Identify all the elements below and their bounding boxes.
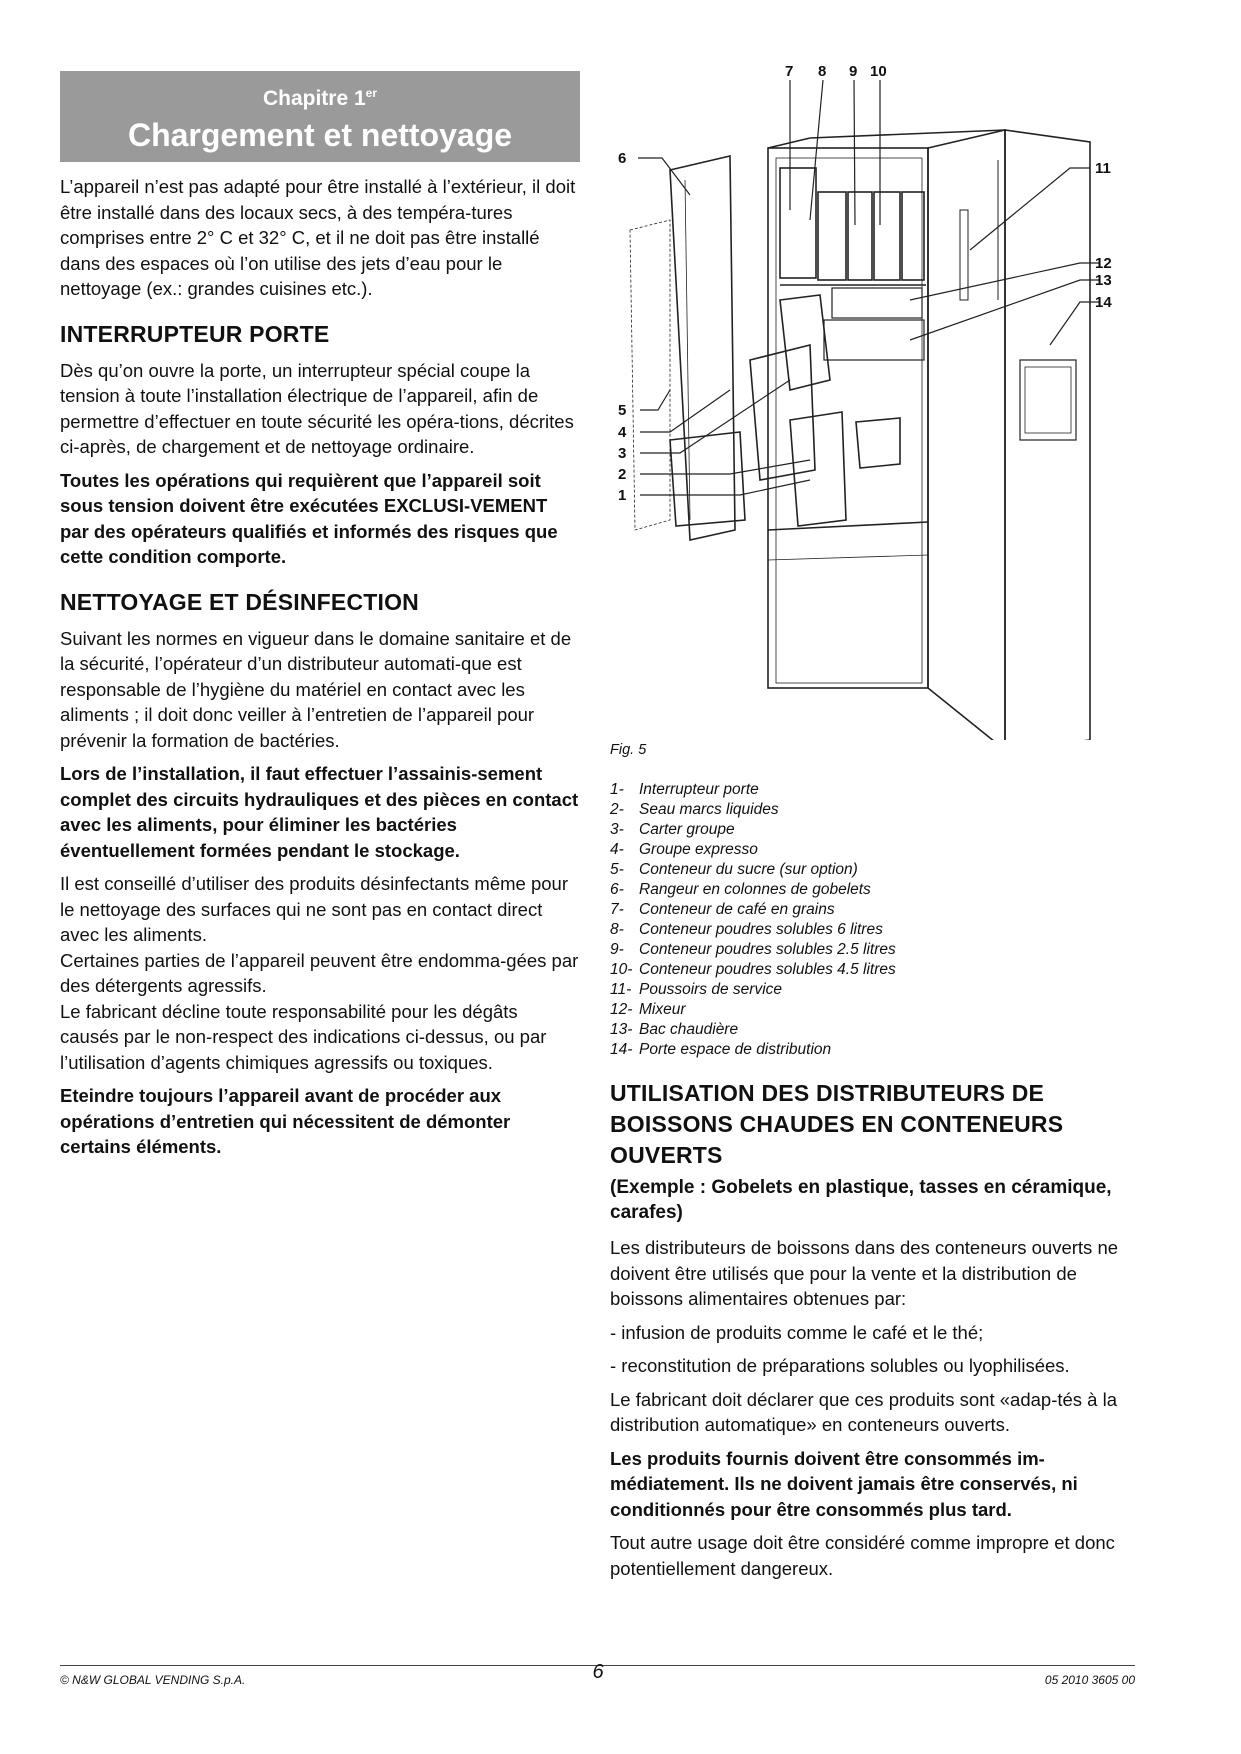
callout-14: 14 (1095, 294, 1112, 311)
callout-1: 1 (618, 487, 627, 504)
paragraph-utilisation-3: - reconstitution de préparations solubles ou lyophilisées. (610, 1355, 1070, 1376)
heading-interrupteur: INTERRUPTEUR PORTE (60, 320, 330, 347)
callout-8: 8 (818, 63, 827, 80)
callout-10: 10 (870, 63, 887, 80)
callout-13: 13 (1095, 272, 1112, 289)
vending-machine-diagram (610, 60, 1135, 740)
legend-item: 10- Conteneur poudres solubles 4.5 litres (610, 961, 896, 978)
right-column (610, 60, 1135, 1589)
paragraph-utilisation-warning: Les produits fournis doivent être consommés im-médiatement. Ils ne doivent jamais être conservés, ni conditionnés pour être consommés plus tard. (610, 1447, 1078, 1520)
callout-4: 4 (618, 424, 627, 441)
door-outline (928, 130, 1005, 740)
paragraph-utilisation-5: Tout autre usage doit être considéré comme impropre et donc potentiellement dangereux. (610, 1532, 1115, 1579)
footer-document-code: 05 2010 3605 00 (1044, 1673, 1135, 1687)
figure-legend (610, 780, 1135, 1060)
subheading-exemple: (Exemple : Gobelets en plastique, tasses en céramique, carafes) (610, 1177, 1112, 1223)
machine-figure (610, 60, 1135, 740)
legend-item: 9- Conteneur poudres solubles 2.5 litres (610, 941, 896, 958)
heading-utilisation: UTILISATION DES DISTRIBUTEURS DE BOISSONS CHAUDES EN CONTENEURS OUVERTS (610, 1080, 1064, 1168)
chapter-label: Chapitre 1er (262, 86, 378, 110)
callout-7: 7 (785, 63, 794, 80)
legend-item: 11- Poussoirs de service (610, 981, 783, 998)
page-number: 6 (592, 1661, 604, 1683)
paragraph-nettoyage-1: Suivant les normes en vigueur dans le domaine sanitaire et de la sécurité, l’opérateur d’un distributeur automati-que est responsable de l’hygiène du matériel en contact avec les aliments ; il doit donc veiller à l’entretien de l’appareil pour prévenir la formation de bactéries. (60, 627, 572, 751)
paragraph-utilisation-2: - infusion de produits comme le café et le thé; (610, 1321, 984, 1343)
paragraph-utilisation-4: Le fabricant doit déclarer que ces produits sont «adap-tés à la distribution automatique» en conteneurs ouverts. (610, 1388, 1118, 1435)
paragraph-interrupteur: Dès qu’on ouvre la porte, un interrupteur spécial coupe la tension à toute l’installation électrique de l’appareil, afin de permettre d’effectuer en toute sécurité les opéra-tions, décrites ci-après, de chargement et de nettoyage ordinaire. (60, 359, 574, 457)
callout-11: 11 (1095, 160, 1111, 177)
legend-item: 2- Seau marcs liquides (610, 801, 779, 818)
legend-item: 8- Conteneur poudres solubles 6 litres (610, 921, 883, 938)
callout-5: 5 (618, 402, 627, 419)
paragraph-utilisation-1: Les distributeurs de boissons dans des conteneurs ouverts ne doivent être utilisés que pour la vente et la distribution de boissons alimentaires obtenues par: (610, 1237, 1119, 1309)
coffee-bean-canister (780, 168, 816, 278)
paragraph-nettoyage-warning: Lors de l’installation, il faut effectuer l’assainis-sement complet des circuits hydrauliques et des pièces en contact avec les aliments, pour éliminer les bactéries éventuellement formées pendant le stockage. (60, 763, 579, 861)
legend-item: 12- Mixeur (610, 1001, 686, 1018)
legend-item: 13- Bac chaudière (610, 1021, 739, 1038)
door-window (1020, 360, 1076, 440)
paragraph-eteindre-warning: Eteindre toujours l’appareil avant de procéder aux opérations d’entretien qui nécessitent de démonter certains éléments. (60, 1085, 511, 1157)
heading-nettoyage: NETTOYAGE ET DÉSINFECTION (60, 588, 419, 615)
callout-3: 3 (618, 445, 627, 462)
figure-caption: Fig. 5 (610, 742, 647, 758)
chapter-header (60, 71, 580, 162)
footer-copyright: © N&W GLOBAL VENDING S.p.A. (60, 1673, 246, 1687)
chapter-title: Chargement et nettoyage (127, 117, 513, 153)
legend-item: 4- Groupe expresso (610, 841, 758, 858)
left-column (60, 71, 580, 1168)
legend-item: 3- Carter groupe (610, 821, 735, 838)
cup-column (670, 156, 735, 540)
legend-item: 6- Rangeur en colonnes de gobelets (610, 881, 871, 898)
callout-9: 9 (849, 63, 858, 80)
paragraph-nettoyage-3: Certaines parties de l’appareil peuvent être endomma-gées par des détergents agressifs. (60, 949, 579, 996)
intro-paragraph: L’appareil n’est pas adapté pour être installé à l’extérieur, il doit être installé dans des locaux secs, à des tempéra-tures comprises entre 2° C et 32° C, et il ne doit pas être installé dans des espaces où l’on utilise des jets d’eau pour le nettoyage (ex.: grandes cuisines etc.). (60, 176, 576, 299)
callout-2: 2 (618, 466, 627, 483)
legend-item: 5- Conteneur du sucre (sur option) (610, 861, 858, 878)
callout-6: 6 (618, 150, 627, 167)
paragraph-nettoyage-4: Le fabricant décline toute responsabilité pour les dégâts causés par le non-respect des indications ci-dessus, ou par l’utilisation d’agents chimiques agressifs ou toxiques. (60, 1000, 547, 1073)
callout-12: 12 (1095, 255, 1112, 272)
paragraph-nettoyage-2: Il est conseillé d’utiliser des produits désinfectants même pour le nettoyage des surfaces qui ne sont pas en contact direct avec les aliments. (60, 873, 568, 945)
legend-item: 1- Interrupteur porte (610, 781, 759, 798)
legend-item: 7- Conteneur de café en grains (610, 901, 835, 918)
legend-item: 14- Porte espace de distribution (610, 1041, 832, 1058)
paragraph-interrupteur-warning: Toutes les opérations qui requièrent que l’appareil soit sous tension doivent être exécutées EXCLUSI-VEMENT par des opérateurs qualifiés et informés des risques que cette condition comporte. (60, 469, 558, 567)
waste-bin (790, 412, 846, 526)
